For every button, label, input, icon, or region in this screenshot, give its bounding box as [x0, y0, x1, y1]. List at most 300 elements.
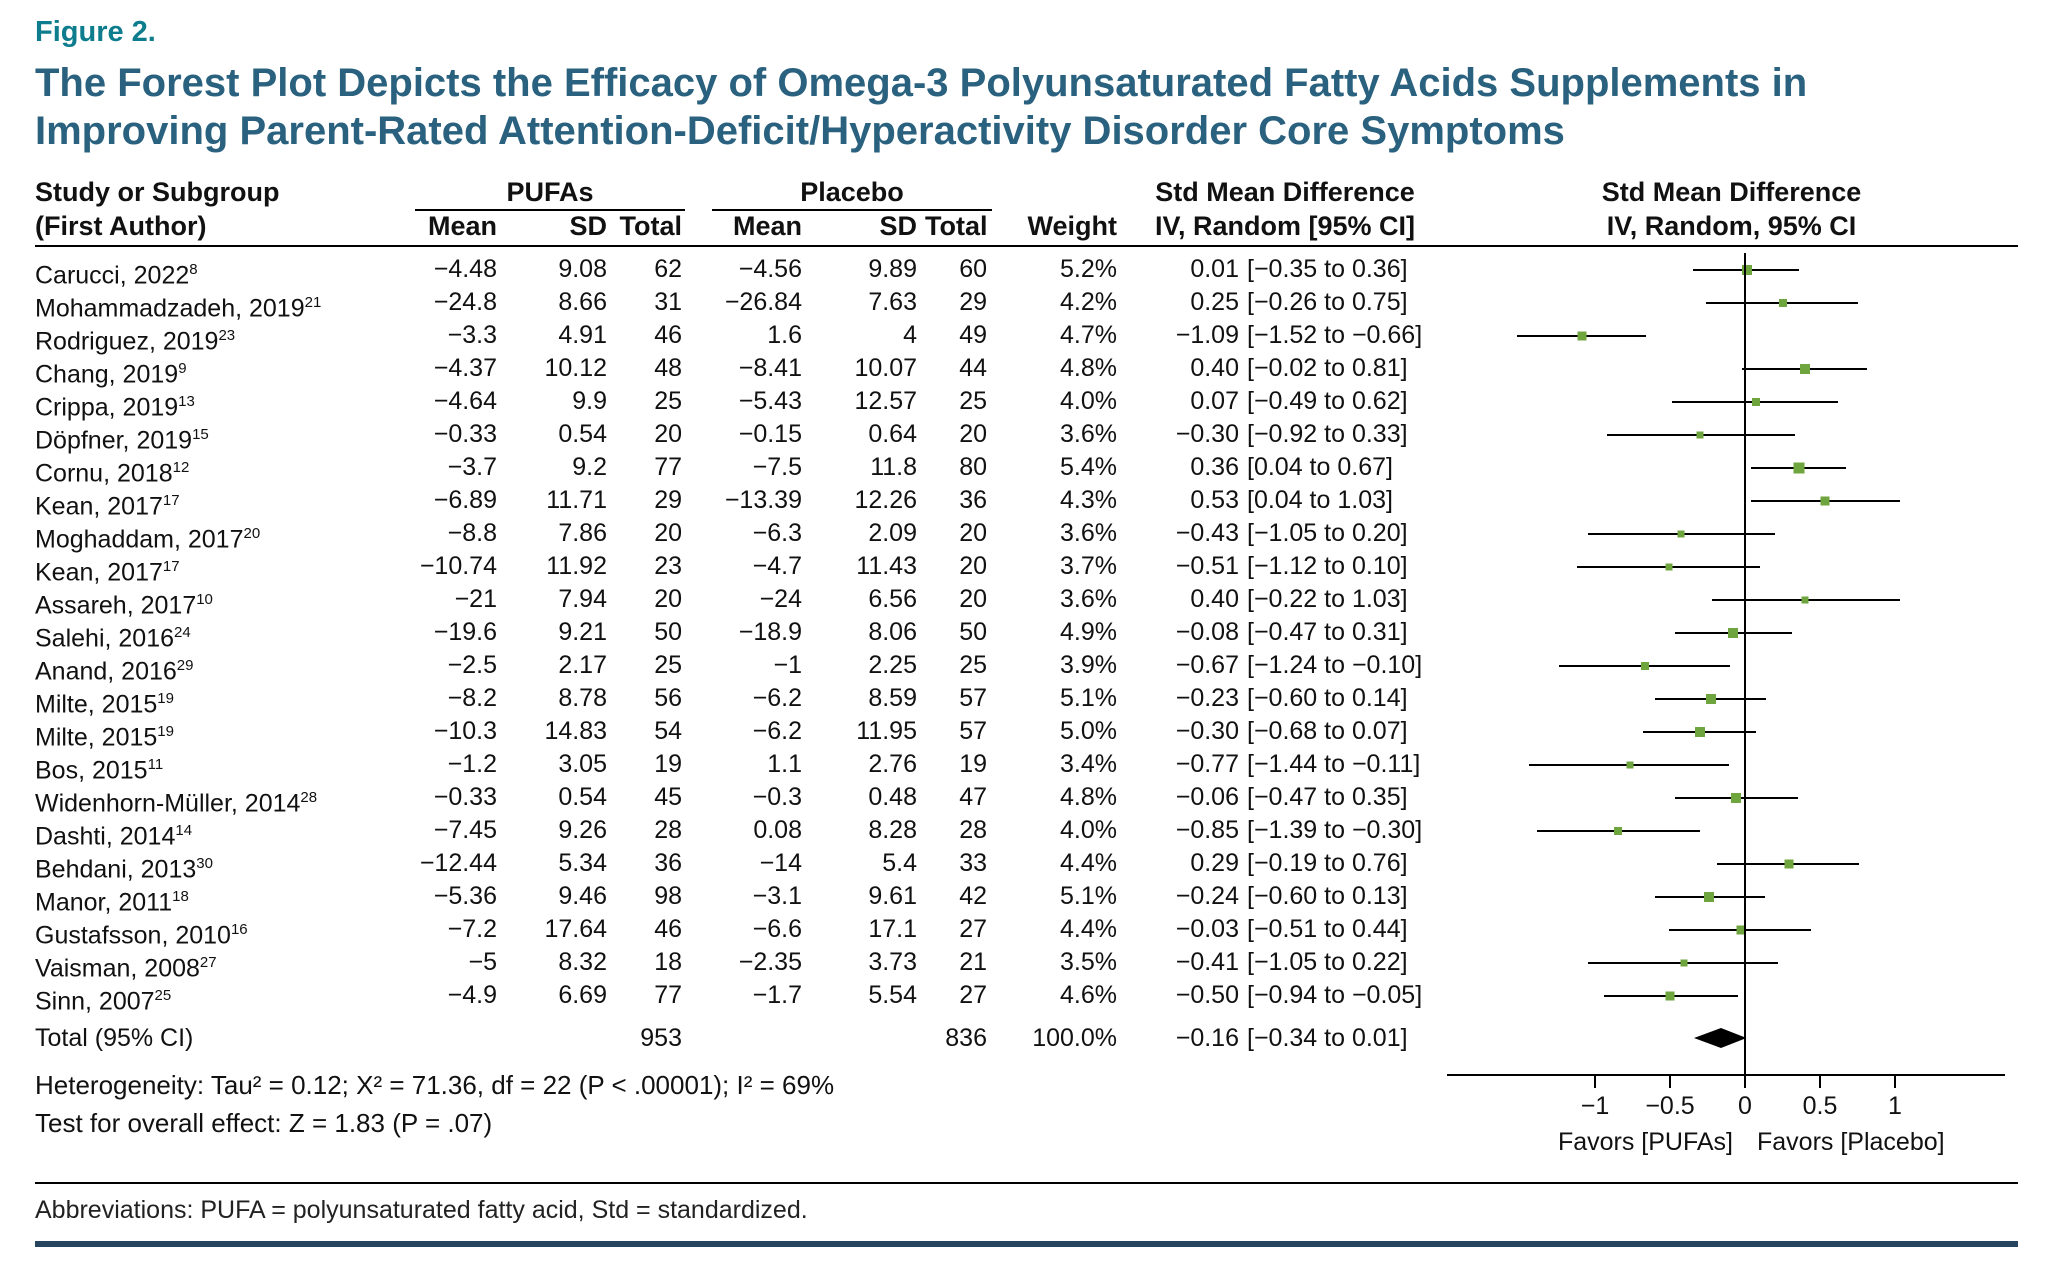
effect-marker [1752, 398, 1760, 406]
smd-ci: [−0.60 to 0.14] [1247, 684, 1408, 712]
placebo-sd-cell: 11.8 [870, 453, 917, 481]
total-pufa-n: 953 [640, 1024, 682, 1052]
axis-tick [1594, 1074, 1596, 1088]
ci-plot-cell [1445, 352, 2018, 385]
smd-estimate: 0.07 [1190, 387, 1239, 415]
smd-estimate: 0.01 [1190, 255, 1239, 283]
axis-tick-label: 0.5 [1802, 1092, 1838, 1120]
placebo-sd-cell: 9.89 [868, 255, 917, 283]
column-header-weight: Weight [1027, 211, 1117, 241]
pufa-sd-cell: 7.94 [558, 585, 607, 613]
plot-header-line1: Std Mean Difference [1601, 177, 1862, 207]
weight-cell: 4.9% [1060, 618, 1117, 646]
column-header-smd-line2: IV, Random [95% CI] [1154, 211, 1416, 241]
pufa-total-cell: 77 [654, 981, 682, 1009]
spacer [335, 1020, 505, 1056]
weight-cell: 3.5% [1060, 948, 1117, 976]
study-row [35, 847, 2018, 884]
study-row [35, 385, 2018, 422]
smd-estimate: −0.30 [1175, 717, 1239, 745]
placebo-sd-cell: 2.09 [868, 519, 917, 547]
pufa-total-cell: 48 [654, 354, 682, 382]
pufa-mean-cell: −8.8 [447, 519, 497, 547]
placebo-total-cell: 33 [959, 849, 987, 877]
smd-ci: [−0.19 to 0.76] [1247, 849, 1408, 877]
zero-line [1744, 253, 1746, 1076]
smd-ci: [0.04 to 1.03] [1247, 486, 1393, 514]
column-header-placebo-sd: SD [879, 211, 917, 241]
study-name: Döpfner, 2019$^{15}$ [35, 426, 209, 455]
spacer [810, 1020, 925, 1056]
study-rows [35, 253, 2018, 1016]
smd-estimate: −1.09 [1175, 321, 1239, 349]
placebo-total-cell: 47 [959, 783, 987, 811]
ci-plot-cell [1445, 484, 2018, 517]
pufa-mean-cell: −0.33 [433, 783, 497, 811]
column-header-study-line2: (First Author) [35, 211, 207, 241]
placebo-total-cell: 29 [959, 288, 987, 316]
weight-cell: 5.1% [1060, 684, 1117, 712]
study-name: Dashti, 2014$^{14}$ [35, 822, 193, 851]
pufa-total-cell: 25 [654, 651, 682, 679]
study-ref: 20 [243, 525, 261, 542]
study-name: Milte, 2015$^{19}$ [35, 690, 174, 719]
group-header-pufas-label: PUFAs [415, 175, 685, 211]
pufa-total-cell: 20 [654, 420, 682, 448]
study-name: Anand, 2016$^{29}$ [35, 657, 194, 686]
placebo-total-cell: 25 [959, 387, 987, 415]
placebo-total-cell: 25 [959, 651, 987, 679]
pufa-total-cell: 25 [654, 387, 682, 415]
spacer [505, 1020, 615, 1056]
smd-estimate: 0.29 [1190, 849, 1239, 877]
placebo-total-cell: 19 [959, 750, 987, 778]
smd-estimate: −0.24 [1175, 882, 1239, 910]
study-row [35, 880, 2018, 917]
figure-label: Figure 2. [35, 16, 156, 48]
effect-marker [1677, 530, 1684, 537]
smd-ci: [−0.47 to 0.35] [1247, 783, 1408, 811]
placebo-sd-cell: 17.1 [868, 915, 917, 943]
pufa-sd-cell: 14.83 [544, 717, 607, 745]
study-name: Moghaddam, 2017$^{20}$ [35, 525, 261, 554]
weight-cell: 4.3% [1060, 486, 1117, 514]
pufa-mean-cell: −8.2 [447, 684, 497, 712]
footnotes [35, 1062, 1445, 1180]
pufa-total-cell: 31 [654, 288, 682, 316]
placebo-sd-cell: 2.25 [868, 651, 917, 679]
weight-cell: 3.6% [1060, 585, 1117, 613]
weight-cell: 4.4% [1060, 849, 1117, 877]
study-row [35, 979, 2018, 1016]
study-ref: 18 [172, 888, 189, 905]
pufa-mean-cell: −3.3 [447, 321, 497, 349]
effect-marker [1641, 662, 1649, 670]
bottom-rule [35, 1241, 2018, 1247]
ci-plot-cell [1445, 781, 2018, 814]
placebo-mean-cell: −0.15 [738, 420, 802, 448]
effect-marker [1626, 761, 1633, 768]
pufa-total-cell: 29 [654, 486, 682, 514]
effect-marker [1695, 727, 1705, 737]
axis-line [1447, 1074, 2005, 1076]
placebo-sd-cell: 9.61 [868, 882, 917, 910]
placebo-sd-cell: 4 [903, 321, 917, 349]
placebo-sd-cell: 5.4 [882, 849, 917, 877]
pufa-mean-cell: −12.44 [419, 849, 497, 877]
placebo-mean-cell: −3.1 [752, 882, 802, 910]
placebo-sd-cell: 0.64 [868, 420, 917, 448]
study-row [35, 550, 2018, 587]
ci-plot-cell [1445, 418, 2018, 451]
effect-marker [1577, 331, 1586, 340]
pufa-sd-cell: 9.08 [558, 255, 607, 283]
effect-marker [1706, 694, 1716, 704]
bottom-band [35, 1062, 2018, 1180]
effect-marker [1802, 596, 1809, 603]
column-header-placebo-mean: Mean [732, 211, 802, 241]
smd-ci: [−0.92 to 0.33] [1247, 420, 1408, 448]
study-row [35, 484, 2018, 521]
study-ref: 19 [157, 690, 174, 707]
effect-marker [1742, 265, 1752, 275]
placebo-sd-cell: 5.54 [868, 981, 917, 1009]
placebo-total-cell: 27 [959, 981, 987, 1009]
pufa-mean-cell: −7.45 [433, 816, 497, 844]
weight-cell: 5.1% [1060, 882, 1117, 910]
weight-cell: 3.6% [1060, 519, 1117, 547]
ci-plot-cell [1445, 847, 2018, 880]
study-ref: 27 [199, 954, 217, 971]
total-diamond [1445, 1020, 2018, 1056]
total-smd-estimate: −0.16 [1175, 1024, 1239, 1052]
ci-plot-cell [1445, 979, 2018, 1012]
effect-marker [1614, 827, 1622, 835]
study-ref: 28 [300, 789, 318, 806]
study-name: Chang, 2019$^9$ [35, 360, 187, 389]
effect-marker [1784, 859, 1793, 868]
study-ref: 23 [218, 327, 236, 344]
axis-tick-label: −0.5 [1645, 1092, 1695, 1120]
weight-cell: 4.6% [1060, 981, 1117, 1009]
smd-estimate: 0.25 [1190, 288, 1239, 316]
effect-marker [1704, 892, 1714, 902]
study-name: Milte, 2015$^{19}$ [35, 723, 174, 752]
pufa-sd-cell: 4.91 [558, 321, 607, 349]
weight-cell: 4.7% [1060, 321, 1117, 349]
study-row [35, 253, 2018, 290]
header-rule [35, 245, 2018, 247]
smd-estimate: −0.85 [1175, 816, 1239, 844]
pufa-sd-cell: 0.54 [558, 783, 607, 811]
pufa-mean-cell: −5.36 [433, 882, 497, 910]
placebo-mean-cell: −6.2 [752, 684, 802, 712]
total-row [35, 1020, 2018, 1056]
pufa-total-cell: 45 [654, 783, 682, 811]
smd-ci: [−1.24 to −0.10] [1247, 651, 1423, 679]
pufa-sd-cell: 10.12 [544, 354, 607, 382]
study-row [35, 946, 2018, 983]
study-row [35, 451, 2018, 488]
smd-ci: [−0.49 to 0.62] [1247, 387, 1408, 415]
effect-marker [1820, 496, 1829, 505]
placebo-total-cell: 60 [959, 255, 987, 283]
study-name: Sinn, 2007$^{25}$ [35, 987, 172, 1016]
group-header-placebo-label: Placebo [712, 175, 992, 211]
placebo-mean-cell: −5.43 [738, 387, 802, 415]
placebo-mean-cell: −4.7 [752, 552, 802, 580]
placebo-total-cell: 57 [959, 684, 987, 712]
placebo-sd-cell: 11.95 [856, 717, 917, 745]
placebo-total-cell: 80 [959, 453, 987, 481]
ci-plot-cell [1445, 583, 2018, 616]
pufa-mean-cell: −10.3 [433, 717, 497, 745]
weight-cell: 5.2% [1060, 255, 1117, 283]
study-row [35, 616, 2018, 653]
smd-ci: [−1.44 to −0.11] [1247, 750, 1421, 778]
axis-tick-label: −1 [1580, 1092, 1610, 1120]
study-row [35, 781, 2018, 818]
smd-estimate: −0.43 [1175, 519, 1239, 547]
group-header-pufas [335, 175, 690, 209]
smd-ci: [−1.12 to 0.10] [1247, 552, 1408, 580]
effect-marker [1697, 431, 1704, 438]
placebo-mean-cell: −1 [773, 651, 802, 679]
study-name: Manor, 2011$^{18}$ [35, 888, 189, 917]
placebo-mean-cell: −0.3 [752, 783, 802, 811]
smd-ci: [−0.22 to 1.03] [1247, 585, 1408, 613]
column-header-smd-line1: Std Mean Difference [1155, 177, 1415, 207]
smd-estimate: −0.30 [1175, 420, 1239, 448]
spacer [995, 175, 1125, 209]
smd-ci: [−0.60 to 0.13] [1247, 882, 1408, 910]
total-placebo-n: 836 [945, 1024, 987, 1052]
placebo-total-cell: 36 [959, 486, 987, 514]
table-header-columns [35, 209, 2018, 243]
spacer [690, 1020, 810, 1056]
study-row [35, 649, 2018, 686]
placebo-sd-cell: 3.73 [868, 948, 917, 976]
weight-cell: 3.9% [1060, 651, 1117, 679]
abbreviations-note: Abbreviations: PUFA = polyunsaturated fatty acid, Std = standardized. [35, 1196, 808, 1224]
smd-ci: [−0.26 to 0.75] [1247, 288, 1408, 316]
pufa-mean-cell: −10.74 [419, 552, 497, 580]
study-row [35, 352, 2018, 389]
ci-plot-cell [1445, 319, 2018, 352]
smd-estimate: −0.77 [1175, 750, 1239, 778]
study-name: Salehi, 2016$^{24}$ [35, 624, 191, 653]
study-name: Cornu, 2018$^{12}$ [35, 459, 190, 488]
pufa-mean-cell: −5 [468, 948, 497, 976]
study-row [35, 715, 2018, 752]
pufa-total-cell: 46 [654, 915, 682, 943]
column-header-pufa-mean: Mean [427, 211, 497, 241]
pufa-sd-cell: 9.26 [558, 816, 607, 844]
ci-plot-cell [1445, 616, 2018, 649]
study-ref: 15 [192, 426, 209, 443]
smd-text-cell [1125, 979, 1445, 1018]
placebo-total-cell: 21 [959, 948, 987, 976]
smd-estimate: 0.53 [1190, 486, 1239, 514]
smd-estimate: −0.41 [1175, 948, 1239, 976]
placebo-mean-cell: −13.39 [724, 486, 802, 514]
heterogeneity-note: Heterogeneity: Tau² = 0.12; X² = 71.36, df = 22 (P < .00001); I² = 69% [35, 1070, 835, 1100]
weight-cell: 4.0% [1060, 816, 1117, 844]
smd-estimate: 0.36 [1190, 453, 1239, 481]
pufa-sd-cell: 9.2 [572, 453, 607, 481]
placebo-sd-cell: 0.48 [868, 783, 917, 811]
placebo-sd-cell: 8.28 [868, 816, 917, 844]
placebo-mean-cell: −4.56 [738, 255, 802, 283]
pufa-sd-cell: 9.9 [572, 387, 607, 415]
placebo-sd-cell: 8.59 [868, 684, 917, 712]
smd-ci: [−1.05 to 0.20] [1247, 519, 1408, 547]
placebo-total-cell: 28 [959, 816, 987, 844]
placebo-total-cell: 20 [959, 585, 987, 613]
placebo-mean-cell: −1.7 [752, 981, 802, 1009]
placebo-mean-cell: −2.35 [738, 948, 802, 976]
smd-ci: [0.04 to 0.67] [1247, 453, 1393, 481]
pufa-sd-cell: 9.46 [558, 882, 607, 910]
figure-title-line1: The Forest Plot Depicts the Efficacy of Omega-3 Polyunsaturated Fatty Acids Supplements in [35, 61, 1808, 105]
smd-estimate: −0.67 [1175, 651, 1239, 679]
pufa-total-cell: 98 [654, 882, 682, 910]
total-label: Total (95% CI) [35, 1024, 194, 1052]
weight-cell: 3.6% [1060, 420, 1117, 448]
study-row [35, 319, 2018, 356]
effect-marker [1800, 364, 1810, 374]
study-name: Bos, 2015$^{11}$ [35, 756, 164, 785]
study-ref: 21 [304, 294, 322, 311]
axis-tick-label: 0 [1738, 1092, 1752, 1120]
ci-plot-cell [1445, 385, 2018, 418]
figure-title-line2: Improving Parent-Rated Attention-Deficit/Hyperactivity Disorder Core Symptoms [35, 109, 1565, 153]
study-name: Carucci, 2022$^8$ [35, 261, 198, 290]
effect-marker [1680, 959, 1687, 966]
study-name: Kean, 2017$^{17}$ [35, 558, 180, 587]
smd-ci: [−1.05 to 0.22] [1247, 948, 1408, 976]
ci-plot-cell [1445, 550, 2018, 583]
effect-marker [1665, 563, 1672, 570]
pufa-mean-cell: −2.5 [447, 651, 497, 679]
pufa-sd-cell: 8.32 [558, 948, 607, 976]
pufa-sd-cell: 5.34 [558, 849, 607, 877]
forest-plot-body [35, 253, 2018, 1180]
study-name: Crippa, 2019$^{13}$ [35, 393, 195, 422]
pufa-sd-cell: 6.69 [558, 981, 607, 1009]
pufa-sd-cell: 8.66 [558, 288, 607, 316]
pufa-sd-cell: 11.71 [546, 486, 607, 514]
column-header-pufa-sd: SD [569, 211, 607, 241]
smd-ci: [−1.52 to −0.66] [1247, 321, 1423, 349]
ci-plot-cell [1445, 682, 2018, 715]
ci-plot-cell [1445, 715, 2018, 748]
study-ref: 8 [189, 261, 198, 278]
weight-cell: 4.4% [1060, 915, 1117, 943]
pufa-mean-cell: −7.2 [447, 915, 497, 943]
pufa-mean-cell: −24.8 [433, 288, 497, 316]
pufa-sd-cell: 0.54 [558, 420, 607, 448]
ci-plot-cell [1445, 880, 2018, 913]
pufa-sd-cell: 3.05 [558, 750, 607, 778]
pufa-total-cell: 62 [654, 255, 682, 283]
placebo-mean-cell: −14 [759, 849, 802, 877]
placebo-mean-cell: −8.41 [738, 354, 802, 382]
placebo-mean-cell: 1.6 [767, 321, 802, 349]
total-diamond-cell [1445, 1020, 2018, 1056]
effect-marker [1731, 793, 1741, 803]
pufa-mean-cell: −21 [454, 585, 497, 613]
smd-ci: [−1.39 to −0.30] [1247, 816, 1423, 844]
study-ref: 9 [178, 360, 187, 377]
pufa-total-cell: 20 [654, 519, 682, 547]
study-name: Rodriguez, 2019$^{23}$ [35, 327, 236, 356]
ci-plot-cell [1445, 913, 2018, 946]
placebo-mean-cell: 0.08 [753, 816, 802, 844]
group-header-placebo [690, 175, 995, 209]
smd-ci: [−0.94 to −0.05] [1247, 981, 1423, 1009]
study-row [35, 286, 2018, 323]
abbreviations-rule [35, 1182, 2018, 1184]
placebo-sd-cell: 7.63 [868, 288, 917, 316]
pufa-mean-cell: −1.2 [447, 750, 497, 778]
axis-tick [1744, 1074, 1746, 1088]
pufa-total-cell: 28 [654, 816, 682, 844]
study-name: Assareh, 2017$^{10}$ [35, 591, 213, 620]
x-axis [1445, 1062, 2018, 1180]
placebo-sd-cell: 10.07 [854, 354, 917, 382]
study-ref: 25 [154, 987, 172, 1004]
placebo-sd-cell: 6.56 [868, 585, 917, 613]
placebo-total-cell: 57 [959, 717, 987, 745]
total-smd-ci: [−0.34 to 0.01] [1247, 1024, 1408, 1052]
placebo-mean-cell: −24 [759, 585, 802, 613]
study-ref: 29 [176, 657, 194, 674]
pufa-sd-cell: 7.86 [558, 519, 607, 547]
column-header-study-line1: Study or Subgroup [35, 177, 280, 207]
placebo-sd-cell: 11.43 [856, 552, 917, 580]
pufa-total-cell: 20 [654, 585, 682, 613]
study-name: Behdani, 2013$^{30}$ [35, 855, 213, 884]
placebo-mean-cell: −6.6 [752, 915, 802, 943]
effect-marker [1666, 991, 1675, 1000]
placebo-total-cell: 20 [959, 552, 987, 580]
plot-header-line2: IV, Random, 95% CI [1606, 211, 1857, 241]
study-ref: 12 [172, 459, 190, 476]
study-name: Kean, 2017$^{17}$ [35, 492, 180, 521]
study-row [35, 748, 2018, 785]
smd-ci: [−0.02 to 0.81] [1247, 354, 1408, 382]
study-name: Widenhorn-Müller, 2014$^{28}$ [35, 789, 318, 818]
pufa-total-cell: 56 [654, 684, 682, 712]
smd-estimate: −0.08 [1175, 618, 1239, 646]
pufa-sd-cell: 2.17 [558, 651, 607, 679]
pufa-sd-cell: 8.78 [558, 684, 607, 712]
pufa-total-cell: 77 [654, 453, 682, 481]
study-row [35, 517, 2018, 554]
pufa-mean-cell: −4.37 [433, 354, 497, 382]
ci-plot-cell [1445, 814, 2018, 847]
effect-marker [1728, 628, 1738, 638]
study-ref: 16 [230, 921, 248, 938]
favors-pufas-label: Favors [PUFAs] [1557, 1128, 1733, 1156]
placebo-sd-cell: 2.76 [868, 750, 917, 778]
pufa-mean-cell: −3.7 [447, 453, 497, 481]
placebo-mean-cell: −7.5 [752, 453, 802, 481]
placebo-total-cell: 42 [959, 882, 987, 910]
ci-plot-cell [1445, 649, 2018, 682]
weight-cell: 3.4% [1060, 750, 1117, 778]
